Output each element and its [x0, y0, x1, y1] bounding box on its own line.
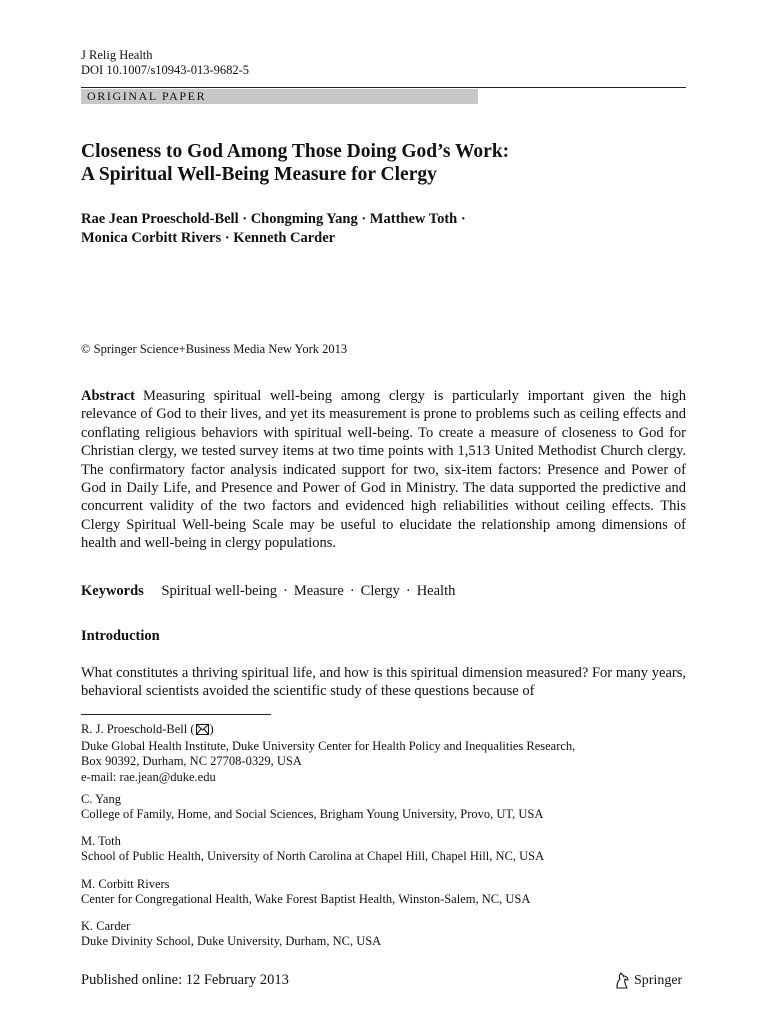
keywords: [81, 582, 686, 600]
journal-name: J Relig Health: [81, 48, 153, 62]
affiliation-line: College of Family, Home, and Social Sciences, Brigham Young University, Provo, UT, USA: [81, 807, 544, 822]
section-label: ORIGINAL PAPER: [81, 89, 478, 104]
affiliation-line: Duke Global Health Institute, Duke University Center for Health Policy and Inequalities Research,: [81, 739, 576, 754]
introduction-paragraph: What constitutes a thriving spiritual life, and how is this spiritual dimension measured? For many years, behavioral scientists avoided the scientific study of these questions because of: [81, 665, 686, 700]
affiliation-corbitt-rivers: [81, 877, 701, 907]
journal-header: [81, 48, 249, 78]
affiliation-yang: [81, 792, 701, 822]
affiliation-line: Duke Divinity School, Duke University, Durham, NC, USA: [81, 934, 382, 949]
keyword-separator: ·: [405, 583, 411, 599]
keyword: Measure: [293, 583, 344, 599]
doi[interactable]: DOI 10.1007/s10943-013-9682-5: [81, 63, 250, 77]
author-name-suffix: ): [209, 722, 214, 736]
affiliation-author: M. Corbitt Rivers: [81, 877, 170, 891]
authors-line-2: Monica Corbitt Rivers · Kenneth Carder: [81, 229, 336, 246]
author-list: [81, 210, 691, 247]
abstract: [81, 387, 686, 553]
affiliation-author: [81, 722, 701, 739]
affiliation-line: Center for Congregational Health, Wake Forest Baptist Health, Winston-Salem, NC, USA: [81, 892, 531, 907]
published-date: Published online: 12 February 2013: [81, 972, 289, 988]
keyword-separator: ·: [283, 583, 288, 599]
paper-title: [81, 140, 691, 186]
publisher-mark: [614, 972, 682, 989]
envelope-icon[interactable]: [196, 724, 209, 739]
publisher-name: Springer: [634, 972, 683, 988]
keyword: Clergy: [360, 583, 400, 599]
keyword: Health: [416, 583, 456, 599]
affiliation-line: Box 90392, Durham, NC 27708-0329, USA: [81, 754, 302, 769]
springer-horse-icon: [614, 972, 630, 989]
title-line-1: Closeness to God Among Those Doing God’s Work:: [81, 141, 510, 162]
affiliation-author: M. Toth: [81, 834, 121, 848]
section-heading-introduction: Introduction: [81, 628, 160, 644]
author-name: R. J. Proeschold-Bell (: [81, 722, 195, 736]
title-line-2: A Spiritual Well-Being Measure for Clergy: [81, 164, 437, 185]
affiliation-line: School of Public Health, University of North Carolina at Chapel Hill, Chapel Hill, NC, USA: [81, 849, 545, 864]
keyword: Spiritual well-being: [161, 583, 278, 599]
abstract-label: Abstract: [81, 388, 135, 404]
affiliation-author: C. Yang: [81, 792, 121, 806]
keyword-separator: ·: [349, 583, 355, 599]
email-link[interactable]: e-mail: rae.jean@duke.edu: [81, 769, 216, 784]
authors-line-1: Rae Jean Proeschold-Bell · Chongming Yang · Matthew Toth ·: [81, 211, 466, 227]
abstract-text: Measuring spiritual well-being among clergy is particularly important given the high relevance of God to their lives, and yet its measurement is prone to problems such as ceiling effects and conflating religious behaviors with spiritual well-being. To create a measure of closeness to God for Christian clergy, we tested survey items at two time points with 1,513 United Methodist Church clergy. The confirmatory factor analysis indicated support for two, six-item factors: Presence and Power of God in Daily Life, and Presence and Power of God in Ministry. The data supported the predictive and concurrent validity of the two factors and evidenced high reliabilities without ceiling effects. This Clergy Spiritual Well-being Scale may be useful to elucidate the relationship among dimensions of health and well-being in clergy populations.: [81, 388, 686, 552]
copyright-notice: © Springer Science+Business Media New York 2013: [81, 342, 348, 356]
affiliation-proeschold-bell: [81, 722, 701, 785]
header-rule: [81, 87, 686, 88]
footnote-rule: [81, 714, 271, 715]
affiliation-carder: [81, 919, 701, 949]
affiliation-author: K. Carder: [81, 919, 131, 933]
affiliation-toth: [81, 834, 701, 864]
keywords-label: Keywords: [81, 583, 144, 599]
